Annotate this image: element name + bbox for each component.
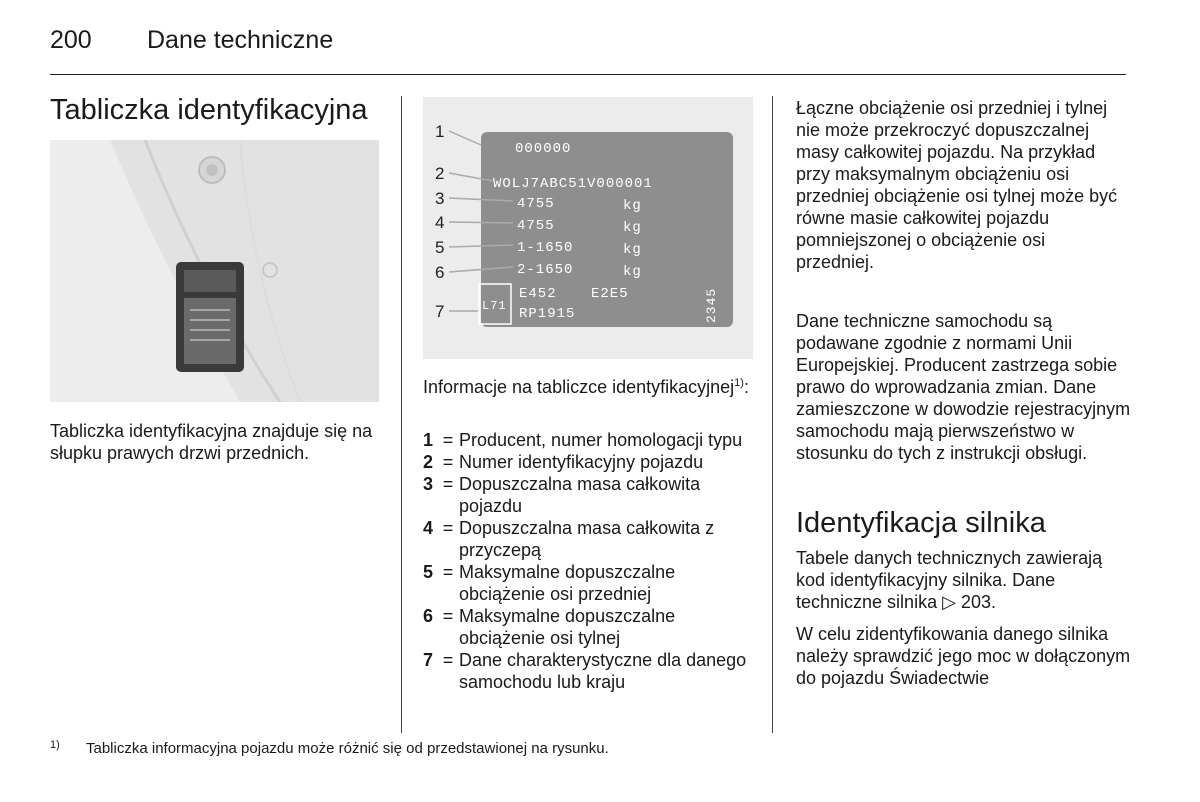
plate-label-6: 6 (435, 263, 445, 282)
legend-item-7 (423, 649, 763, 693)
plate-text-7a: E452 (519, 286, 557, 302)
legend-equals: = (442, 430, 454, 450)
legend-description: Dopuszczalna masa całkowita z przyczepą (459, 518, 715, 560)
legend-equals: = (442, 474, 454, 494)
legend-description: Producent, numer homologacji typu (459, 430, 743, 450)
plate-text-7b: E2E5 (591, 286, 629, 302)
plate-text-manufacturer: 000000 (515, 141, 572, 157)
legend-equals: = (442, 452, 454, 472)
eu-standards-paragraph: Dane techniczne samochodu są podawane zgodnie z normami Unii Europejskiej. Producent zastrzega sobie prawo do wprowadzania zmian. Dane zamieszczone w dowodzie rejestracyjnym samochodu mają pierwszeństwo w stosunku do tych z instrukcji obsługi. (796, 311, 1131, 463)
legend-number: 2 (423, 452, 434, 472)
plate-info-intro-colon: : (743, 377, 749, 397)
section-title-engine-identification: Identyfikacja silnika (796, 507, 1046, 539)
legend-number: 3 (423, 474, 434, 494)
plate-unit-6: kg (623, 264, 642, 280)
plate-unit-3: kg (623, 198, 642, 214)
plate-legend-list (423, 429, 763, 693)
door-pillar-illustration (50, 140, 379, 402)
plate-unit-4: kg (623, 220, 642, 236)
legend-number: 5 (423, 562, 434, 582)
legend-item-4 (423, 517, 763, 561)
legend-description: Dopuszczalna masa całkowita pojazdu (459, 474, 701, 516)
plate-text-gvw: 4755 (517, 196, 555, 212)
plate-box-code: L71 (482, 299, 507, 313)
plate-diagram (423, 97, 753, 359)
plate-label-7: 7 (435, 302, 445, 321)
page-ref-arrow-icon: ▷ (942, 592, 956, 612)
engine-code-paragraph (796, 547, 1131, 613)
plate-label-3: 3 (435, 189, 445, 208)
legend-item-3 (423, 473, 763, 517)
page-number: 200 (50, 26, 92, 54)
footnote-text: Tabliczka informacyjna pojazdu może różnić się od przedstawionej na rysunku. (86, 740, 609, 757)
column-divider-2 (772, 96, 773, 733)
legend-equals: = (442, 562, 454, 582)
legend-description: Maksymalne dopuszczalne obciążenie osi przedniej (459, 562, 676, 604)
legend-item-1 (423, 429, 763, 451)
legend-number: 4 (423, 518, 434, 538)
plate-label-4: 4 (435, 213, 445, 232)
plate-text-vin: WOLJ7ABC51V000001 (493, 176, 653, 192)
legend-item-5 (423, 561, 763, 605)
plate-label-2: 2 (435, 164, 445, 183)
plate-info-intro (423, 376, 753, 398)
plate-side-code: 2345 (704, 287, 719, 323)
photo-caption: Tabliczka identyfikacyjna znajduje się na słupku prawych drzwi przednich. (50, 421, 373, 463)
plate-text-front-axle: 1-1650 (517, 240, 574, 256)
legend-item-6 (423, 605, 763, 649)
engine-power-paragraph: W celu zidentyfikowania danego silnika należy sprawdzić jego moc w dołączonym do pojazdu Świadectwie (796, 624, 1131, 688)
footnote-mark: 1) (50, 739, 60, 751)
header-divider (50, 74, 1126, 75)
legend-description: Dane charakterystyczne dla danego samochodu lub kraju (459, 650, 747, 692)
legend-number: 1 (423, 430, 434, 450)
running-title: Dane techniczne (147, 26, 334, 54)
page-ref-link[interactable]: 203. (960, 592, 996, 612)
column-divider-1 (401, 96, 402, 733)
plate-text-rear-axle: 2-1650 (517, 262, 574, 278)
legend-description: Numer identyfikacyjny pojazdu (459, 452, 704, 472)
legend-number: 6 (423, 606, 434, 626)
legend-equals: = (442, 650, 454, 670)
plate-label-1: 1 (435, 122, 445, 141)
legend-item-2 (423, 451, 763, 473)
plate-label-5: 5 (435, 238, 445, 257)
legend-equals: = (442, 518, 454, 538)
axle-load-paragraph: Łączne obciążenie osi przedniej i tylnej nie może przekroczyć dopuszczalnej masy całkowitej pojazdu. Na przykład przy maksymalnym obciążeniu osi przedniej obciążenie osi tylnej może być równe masie całkowitej pojazdu pomniejszonej o obciążenie osi przedniej. (796, 98, 1118, 272)
footnote-ref: 1) (734, 377, 744, 389)
legend-equals: = (442, 606, 454, 626)
legend-number: 7 (423, 650, 434, 670)
door-pillar-photo (50, 140, 379, 402)
engine-code-text: Tabele danych technicznych zawierają kod identyfikacyjny silnika. Dane techniczne silnika (796, 548, 1103, 612)
legend-description: Maksymalne dopuszczalne obciążenie osi tylnej (459, 606, 676, 648)
section-title-identification-plate: Tabliczka identyfikacyjna (50, 94, 368, 126)
plate-text-gcw: 4755 (517, 218, 555, 234)
plate-text-7c: RP1915 (519, 306, 576, 322)
plate-info-intro-text: Informacje na tabliczce identyfikacyjnej (423, 377, 735, 397)
plate-unit-5: kg (623, 242, 642, 258)
